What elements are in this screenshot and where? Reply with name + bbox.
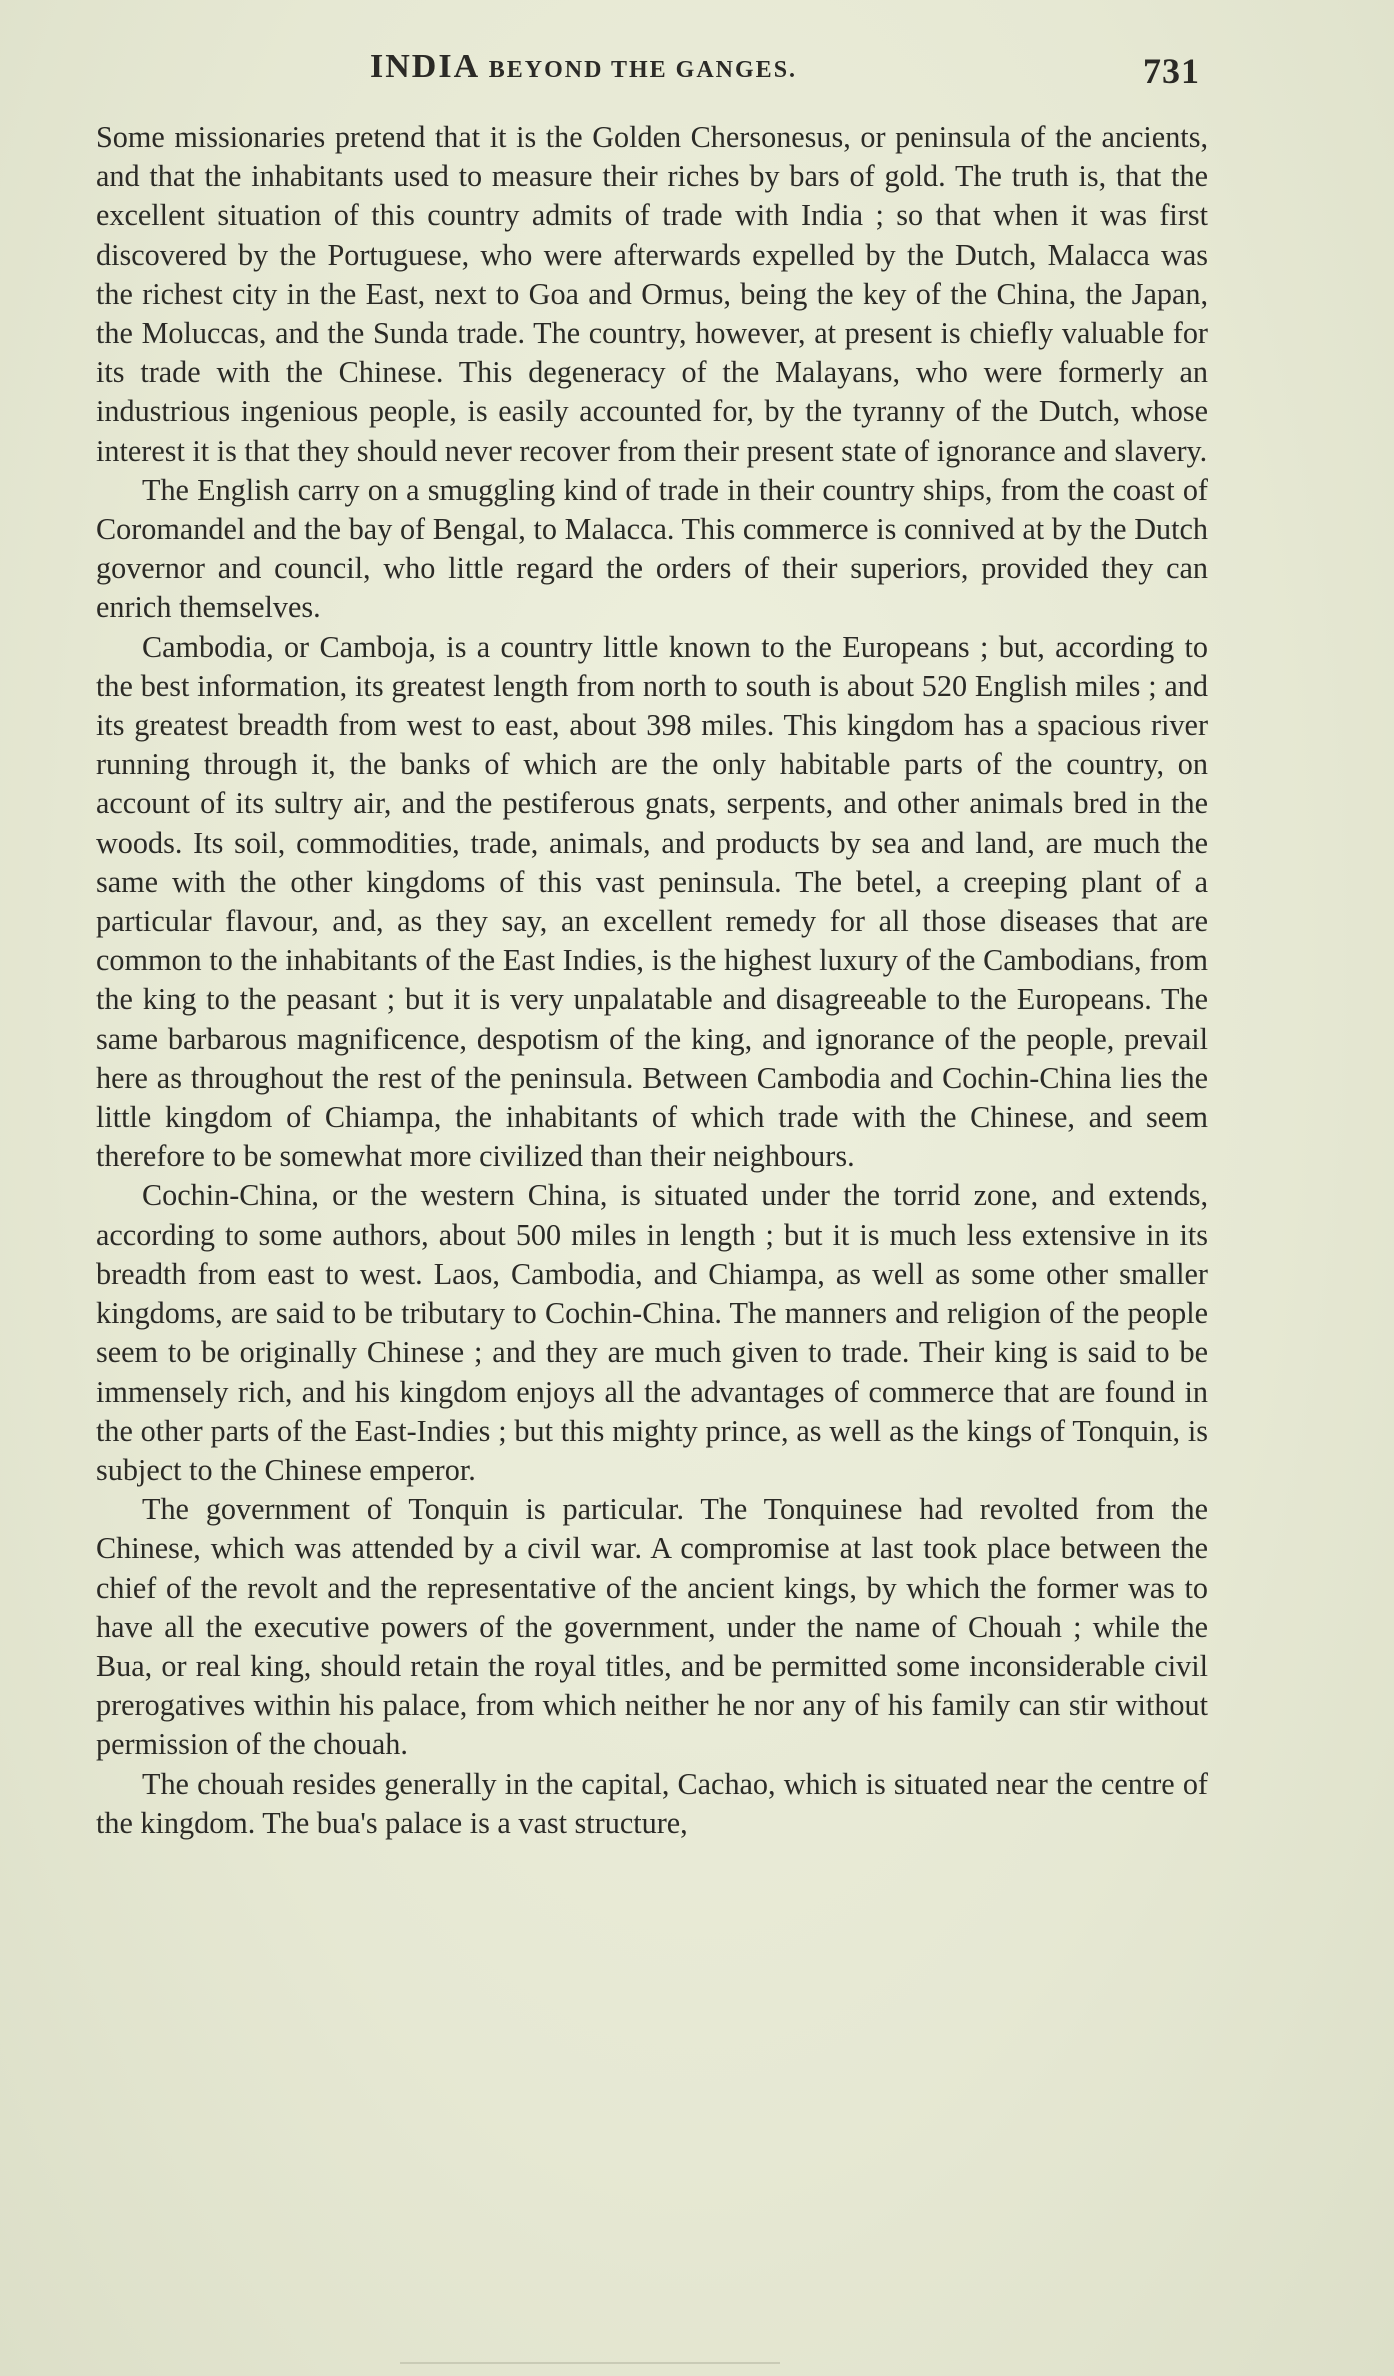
paragraph-malacca: Some missionaries pretend that it is the Golden Chersonesus, or peninsula of the ancients, and that the inhabitants used to measure their riches by bars of gold. The truth is, that the excellent situation of this country admits of trade with India ; so that when it was first discovered by the Portuguese, who were afterwards expelled by the Dutch, Malacca was the richest city in the East, next to Goa and Ormus, being the key of the China, the Japan, the Moluccas, and the Sunda trade. The country, however, at present is chiefly valuable for its trade with the Chinese. This degeneracy of the Malayans, who were formerly an industrious ingenious people, is easily accounted for, by the tyranny of the Dutch, whose interest it is that they should never recover from their present state of ignorance and slavery. xyxy=(96,120,1208,468)
running-head-rest: BEYOND THE GANGES. xyxy=(488,57,798,83)
page-number: 731 xyxy=(1143,51,1200,91)
bottom-edge-line xyxy=(400,2362,780,2364)
paragraph-english-trade: The English carry on a smuggling kind of trade in their country ships, from the coast of Coromandel and the bay of Bengal, to Malacca. This commerce is connived at by the Dutch governor and council, who little regard the orders of their superiors, provided they can enrich themselves. xyxy=(96,472,1208,625)
running-head xyxy=(370,48,797,86)
page-header xyxy=(370,48,1200,98)
body-text xyxy=(96,118,1208,1843)
paragraph-chouah-residence: The chouah resides generally in the capital, Cachao, which is situated near the centre of the kingdom. The bua's palace is a vast structure, xyxy=(96,1766,1208,1840)
running-head-main: INDIA xyxy=(370,48,479,85)
paragraph-tonquin-government: The government of Tonquin is particular. The Tonquinese had revolted from the Chinese, which was attended by a civil war. A compromise at last took place between the chief of the revolt and the representative of the ancient kings, by which the former was to have all the executive powers of the government, under the name of Chouah ; while the Bua, or real king, should retain the royal titles, and be permitted some inconsiderable civil prerogatives within his palace, from which neither he nor any of his family can stir without permission of the chouah. xyxy=(96,1492,1208,1762)
paragraph-cambodia: Cambodia, or Camboja, is a country little known to the Europeans ; but, according to the best information, its greatest length from north to south is about 520 English miles ; and its greatest breadth from west to east, about 398 miles. This kingdom has a spacious river running through it, the banks of which are the only habitable parts of the country, on account of its sultry air, and the pestiferous gnats, serpents, and other animals bred in the woods. Its soil, commodities, trade, animals, and products by sea and land, are much the same with the other kingdoms of this vast peninsula. The betel, a creeping plant of a particular flavour, and, as they say, an excellent remedy for all those diseases that are common to the inhabitants of the East Indies, is the highest luxury of the Cambodians, from the king to the peasant ; but it is very unpalatable and disagreeable to the Europeans. The same barbarous magnificence, despotism of the king, and ignorance of the people, prevail here as throughout the rest of the peninsula. Between Cambodia and Cochin-China lies the little kingdom of Chiampa, the inhabitants of which trade with the Chinese, and seem therefore to be somewhat more civilized than their neighbours. xyxy=(96,629,1208,1174)
paragraph-cochin-china: Cochin-China, or the western China, is situated under the torrid zone, and extends, according to some authors, about 500 miles in length ; but it is much less extensive in its breadth from east to west. Laos, Cambodia, and Chiampa, as well as some other smaller kingdoms, are said to be tributary to Cochin-China. The manners and religion of the people seem to be originally Chinese ; and they are much given to trade. Their king is said to be immensely rich, and his kingdom enjoys all the advantages of commerce that are found in the other parts of the East-Indies ; but this mighty prince, as well as the kings of Tonquin, is subject to the Chinese emperor. xyxy=(96,1178,1208,1487)
